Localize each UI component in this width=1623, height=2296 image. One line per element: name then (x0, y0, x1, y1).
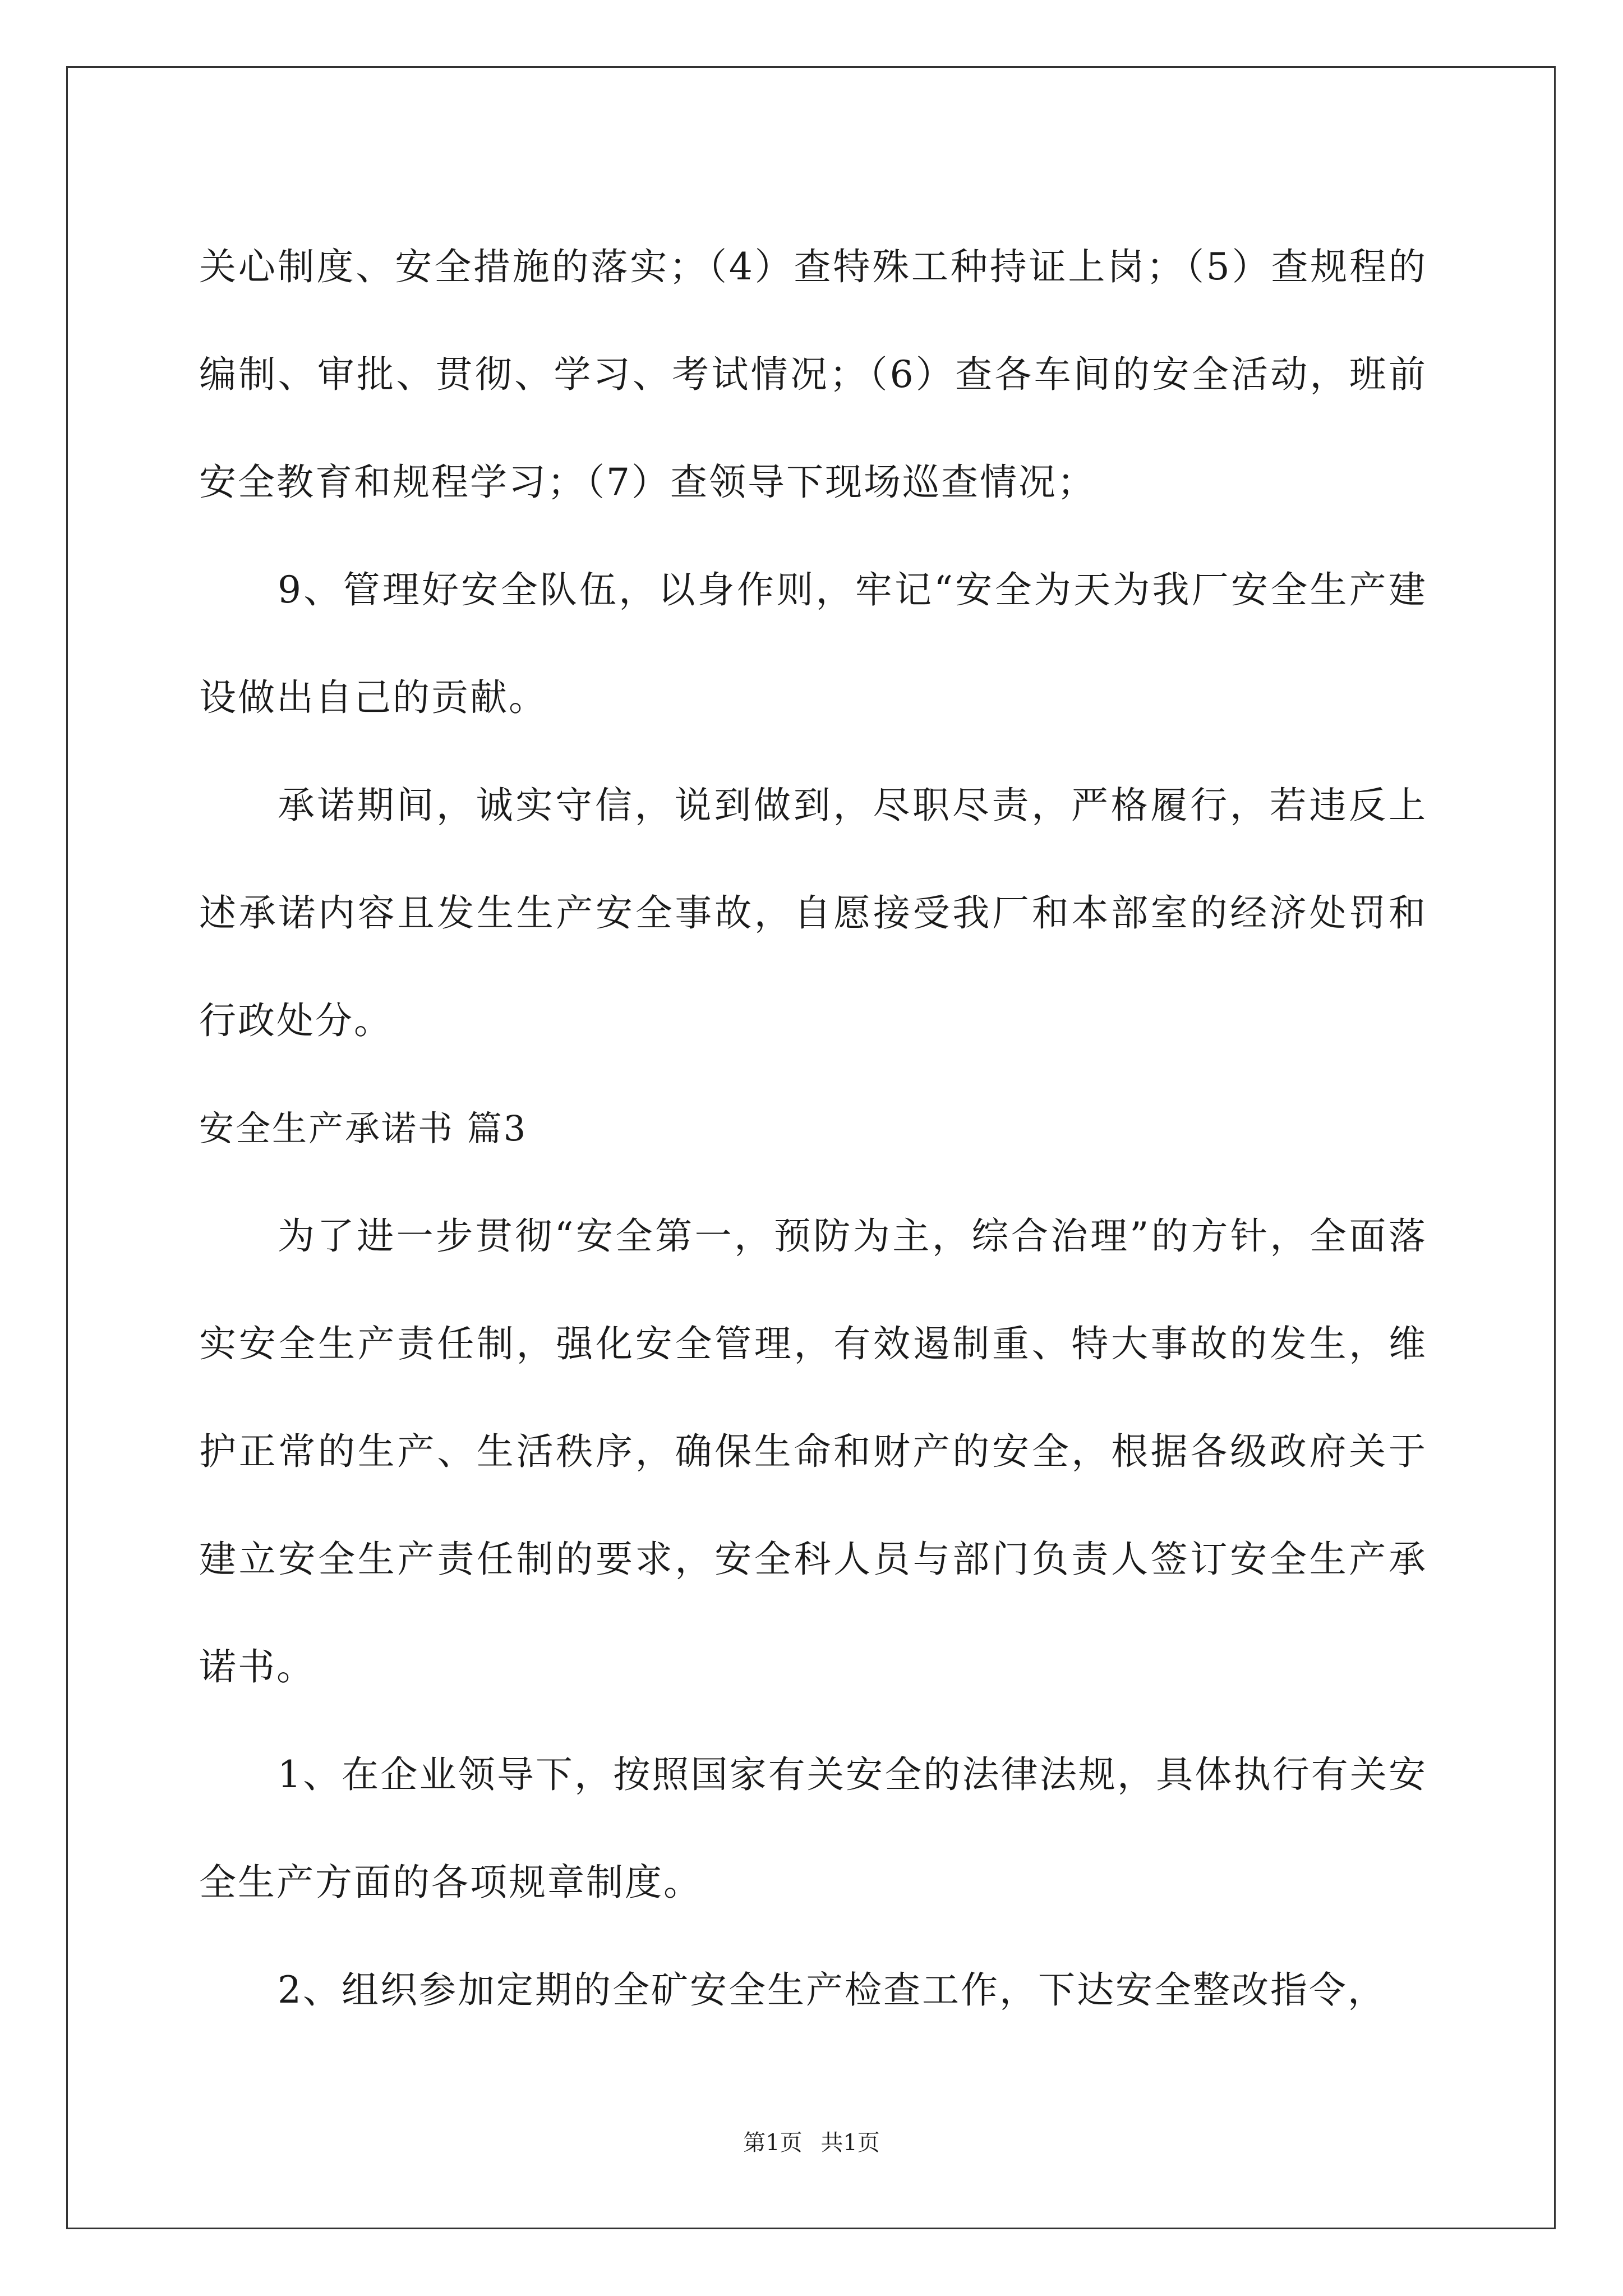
paragraph-item-2: 2、组织参加定期的全矿安全生产检查工作，下达安全整改指令， (278, 1968, 1386, 2012)
paragraph-intro: 为了进一步贯彻“安全第一，预防为主，综合治理”的方针，全面落实安全生产责任制，强化安全管理，有效遏制重、特大事故的发生，维护正常的生产、生活秩序，确保生命和财产的安全，根据各级政府关于建立安全生产责任制的要求，安全科人员与部门负责人签订安全生产承诺书。 (199, 1214, 1427, 1688)
paragraph-item-9: 9、管理好安全队伍，以身作则，牢记“安全为天为我厂安全生产建设做出自己的贡献。 (199, 568, 1427, 719)
document-body (199, 213, 1427, 2044)
page-number: 第1页 (743, 2130, 803, 2156)
paragraph-item-1: 1、在企业领导下，按照国家有关安全的法律法规，具体执行有关安全生产方面的各项规章制度。 (199, 1753, 1427, 1904)
section-heading: 安全生产承诺书 篇3 (199, 1108, 528, 1149)
paragraph-continuation: 关心制度、安全措施的落实；（4）查特殊工种持证上岗；（5）查规程的编制、审批、贯彻、学习、考试情况；（6）查各车间的安全活动，班前安全教育和规程学习；（7）查领导下现场巡查情况； (199, 245, 1427, 504)
page-footer (0, 2126, 1623, 2160)
paragraph-commitment: 承诺期间，诚实守信，说到做到，尽职尽责，严格履行，若违反上述承诺内容且发生生产安全事故，自愿接受我厂和本部室的经济处罚和行政处分。 (199, 784, 1427, 1042)
page-total: 共1页 (820, 2130, 880, 2156)
